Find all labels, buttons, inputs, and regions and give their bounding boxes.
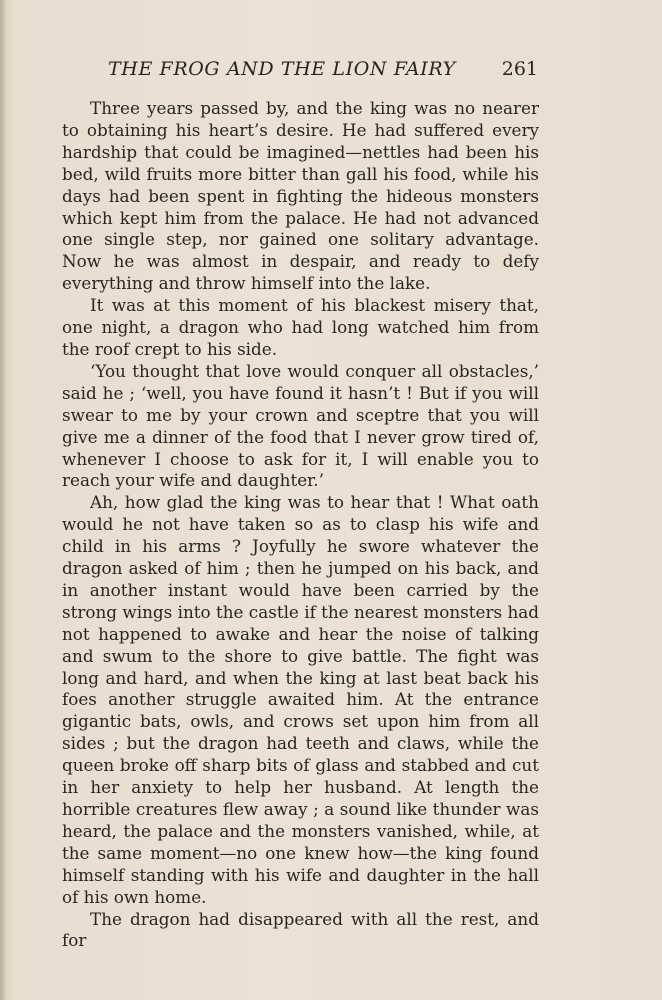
page-gutter-edge bbox=[0, 0, 6, 1000]
paragraph: Three years passed by, and the king was no nearer to obtaining his heart’s desire. He had suffered every hardship that could be imagined—nettles had been his bed, wild fruits more bitter than gall his food, while his days had been spent in fighting the hideous monsters which kept him from the palace. He had not advanced one single step, nor gained one solitary advantage. Now he was almost in despair, and ready to defy everything and throw himself into the lake. bbox=[62, 98, 539, 294]
paragraph: The dragon had disappeared with all the rest, and for bbox=[62, 908, 539, 951]
running-title: THE FROG AND THE LION FAIRY bbox=[108, 58, 456, 80]
body-text bbox=[62, 98, 539, 952]
paragraph: ‘You thought that love would conquer all obstacles,’ said he ; ‘well, you have found it hasn’t ! But if you will swear to me by your crown and sceptre that you will give me a dinner of the food that I never grow tired of, whenever I choose to ask for it, I will enable you to reach your wife and daughter.’ bbox=[62, 360, 539, 491]
paragraph: Ah, how glad the king was to hear that ! What oath would he not have taken so as to clasp his wife and child in his arms ? Joyfully he swore whatever the dragon asked of him ; then he jumped on his back, and in another instant would have been carried by the strong wings into the castle if the nearest monsters had not happened to awake and hear the noise of talking and swum to the shore to give battle. The fight was long and hard, and when the king at last beat back his foes another struggle awaited him. At the entrance gigantic bats, owls, and crows set upon him from all sides ; but the dragon had teeth and claws, while the queen broke off sharp bits of glass and stabbed and cut in her anxiety to help her husband. At length the horrible creatures flew away ; a sound like thunder was heard, the palace and the monsters vanished, while, at the same moment—no one knew how—the king found himself standing with his wife and daughter in the hall of his own home. bbox=[62, 492, 539, 907]
running-header bbox=[108, 58, 538, 86]
page-number: 261 bbox=[501, 58, 538, 80]
paragraph: It was at this moment of his blackest misery that, one night, a dragon who had long watched him from the roof crept to his side. bbox=[62, 295, 539, 359]
